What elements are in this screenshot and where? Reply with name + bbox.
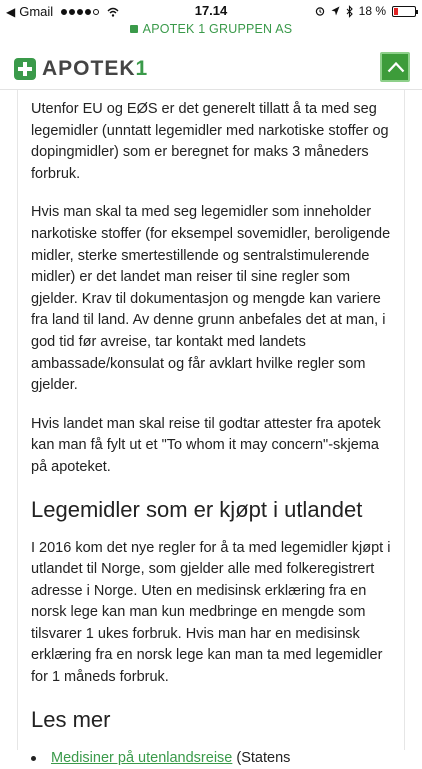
url-bar[interactable] <box>0 22 422 40</box>
bluetooth-icon <box>346 6 353 17</box>
article-paragraph: Utenfor EU og EØS er det generelt tillatt å ta med seg legemidler (unntatt legemidler med narkotiske stoffer og dopingmidler) som er beregnet for maks 3 måneders forbruk. <box>31 101 389 182</box>
read-more-link[interactable]: Medisiner på utenlandsreise <box>51 749 233 766</box>
link-suffix: (Statens <box>232 749 291 766</box>
section-heading: Legemidler som er kjøpt i utlandet <box>31 496 363 522</box>
site-header <box>0 46 422 90</box>
article-paragraph: Hvis landet man skal reise til godtar attester fra apotek kan man få fylt ut et "To whom it may concern"-skjema på apoteket. <box>31 415 381 475</box>
logo-number: 1 <box>135 57 149 80</box>
url-domain: APOTEK 1 GRUPPEN AS <box>142 22 293 36</box>
apotek1-logo[interactable] <box>14 57 148 81</box>
status-right <box>315 4 416 18</box>
battery-percent: 18 % <box>358 4 386 18</box>
chevron-up-icon <box>387 61 405 73</box>
article-content <box>17 90 405 766</box>
alarm-icon <box>315 6 325 16</box>
clock: 17.14 <box>194 3 228 18</box>
lock-icon <box>130 25 138 33</box>
back-to-app-icon[interactable]: ◀ <box>6 4 16 19</box>
logo-word: APOTEK <box>42 57 136 80</box>
article-paragraph: Hvis man skal ta med seg legemidler som inneholder narkotiske stoffer (for eksempel sovemidler, beroligende midler, sterke smertestillende og sentralstimulerende midler) er det landet man reiser til sine regler som gjelder. Krav til dokumentasjon og mengde kan variere fra land til land. Av denne grunn anbefales det at man, i god tid før avreise, tar kontakt med landets ambassade/konsulat og får avklart hvilke regler som gjelder. <box>31 204 391 394</box>
list-item <box>51 748 391 769</box>
battery-icon <box>392 6 416 17</box>
battery-level-fill <box>394 8 398 15</box>
read-more-heading: Les mer <box>31 706 111 732</box>
read-more-list <box>31 748 391 769</box>
article-paragraph: I 2016 kom det nye regler for å ta med legemidler kjøpt i utlandet til Norge, som gjelder alle med folkeregistrert adresse i Norge. Uten en medisinsk erklæring fra en norsk lege kan man kun medbringe en mengde som tilsvarer 1 ukes forbruk. Hvis man har en medisinsk erklæring fra en norsk lege kan man ta med legemidler for 1 måneds forbruk. <box>31 539 391 686</box>
logo-wordmark <box>42 57 148 81</box>
status-bar <box>0 0 422 22</box>
scroll-to-top-button[interactable] <box>380 52 410 82</box>
carrier-label[interactable]: Gmail <box>19 4 54 19</box>
location-icon <box>331 6 340 16</box>
plus-cross-icon <box>14 58 36 80</box>
